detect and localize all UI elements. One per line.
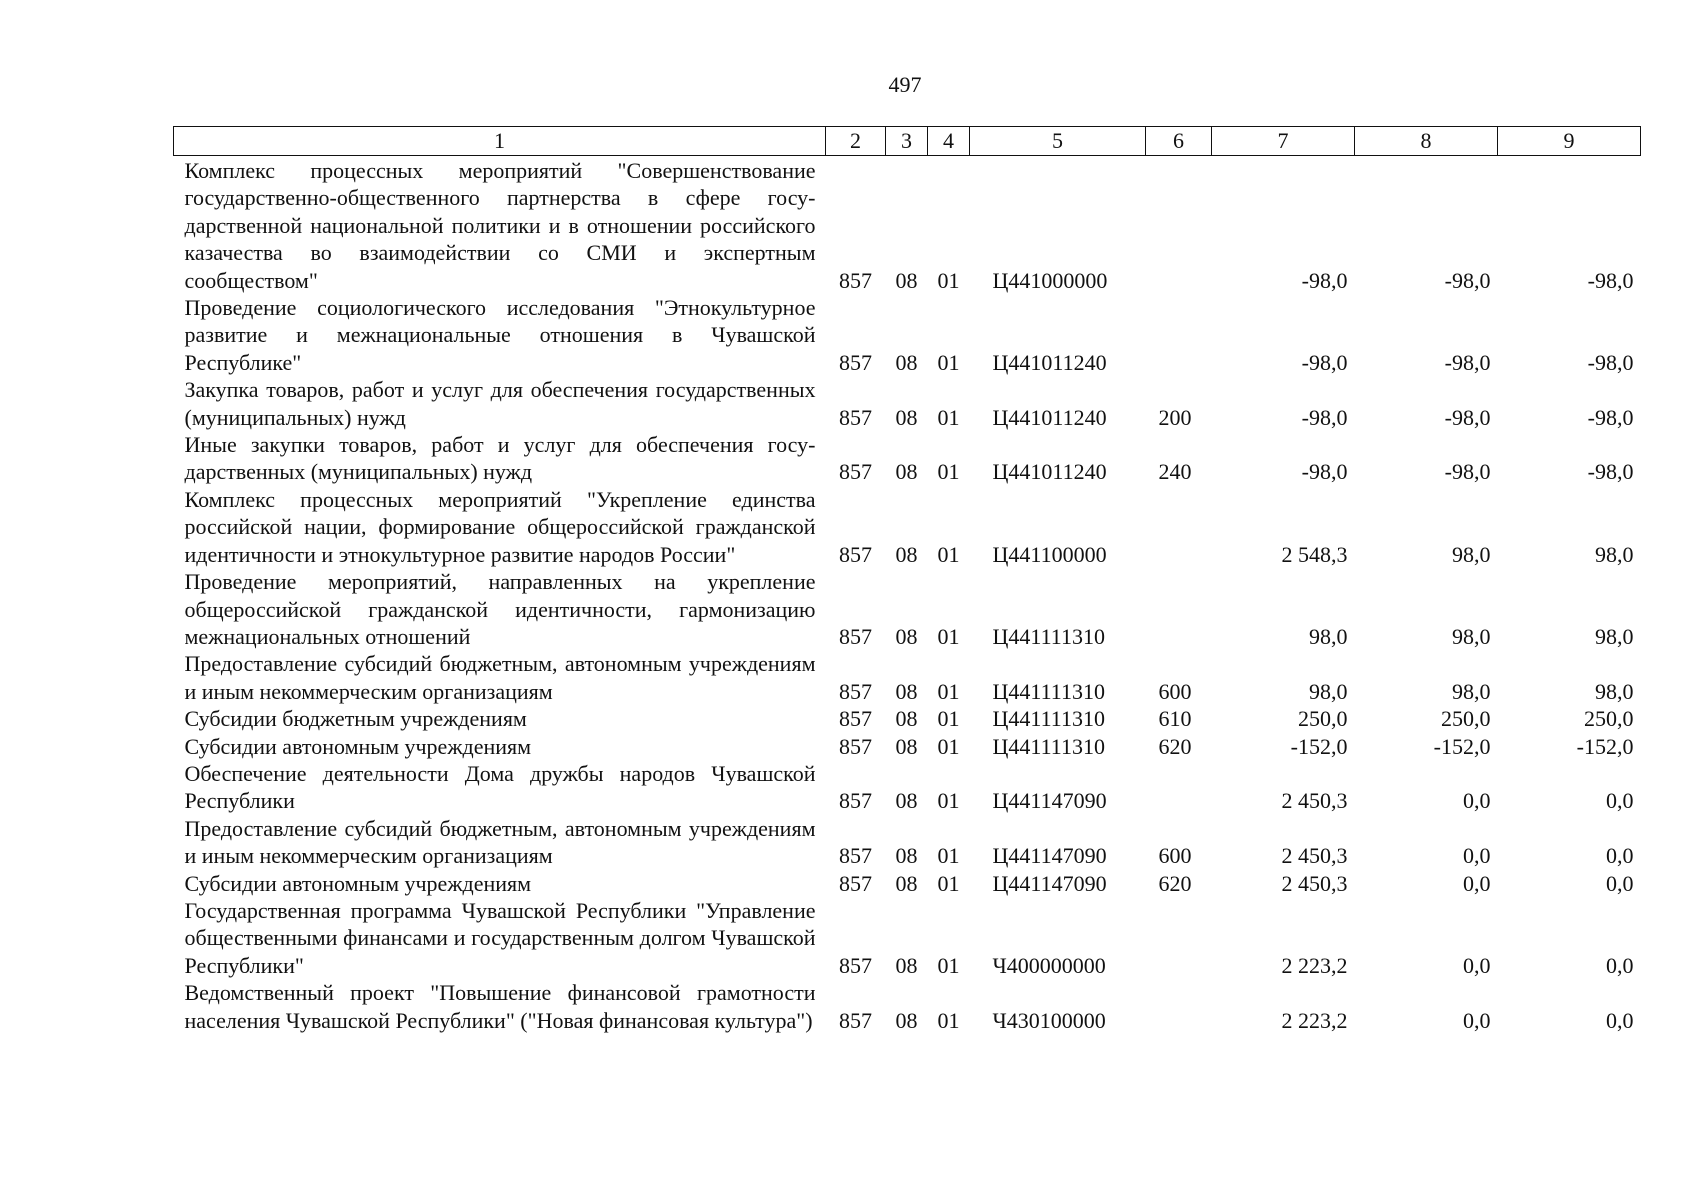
table-row xyxy=(174,815,1641,870)
header-row xyxy=(174,127,1641,156)
table-row xyxy=(174,431,1641,486)
ministry-code-cell: 857 xyxy=(839,1007,872,1033)
amount-col-9-cell: 98,0 xyxy=(1595,678,1634,704)
amount-col-7-cell: -152,0 xyxy=(1290,733,1348,759)
header-col-4: 4 xyxy=(928,127,970,156)
header-col-1: 1 xyxy=(174,127,826,156)
ministry-code-cell: 857 xyxy=(839,706,872,732)
table-row xyxy=(174,376,1641,431)
amount-col-9-cell: 0,0 xyxy=(1606,788,1634,814)
amount-col-7-cell: 250,0 xyxy=(1298,706,1348,732)
expense-type-code-cell: 620 xyxy=(1158,733,1192,759)
amount-col-7-cell: 2 450,3 xyxy=(1281,788,1348,814)
row-name-cell: Субсидии автономным учреждениям xyxy=(184,733,532,759)
amount-col-7-cell: -98,0 xyxy=(1301,404,1348,430)
target-item-code-cell: Ц441011240 xyxy=(992,349,1107,375)
amount-col-8-cell: 250,0 xyxy=(1441,706,1491,732)
amount-col-9-cell: -98,0 xyxy=(1587,404,1634,430)
amount-col-8-cell: 98,0 xyxy=(1452,678,1491,704)
section-code-cell: 08 xyxy=(895,623,918,649)
amount-col-7-cell: 98,0 xyxy=(1309,623,1348,649)
header-col-3: 3 xyxy=(886,127,928,156)
table-row xyxy=(174,568,1641,650)
amount-col-7-cell: -98,0 xyxy=(1301,267,1348,293)
ministry-code-cell: 857 xyxy=(839,541,872,567)
header-col-9: 9 xyxy=(1498,127,1641,156)
section-code-cell: 08 xyxy=(895,404,918,430)
row-name-cell: Комплекс процессных мероприятий "Укрепление единства российской нации, формирование общероссийской гражданской идентичности и этнокультурное развитие народов России" xyxy=(184,486,816,567)
table-row xyxy=(174,156,1641,295)
expense-type-code-cell xyxy=(1146,294,1212,376)
target-item-code-cell: Ц441147090 xyxy=(992,843,1107,869)
row-name-cell: Ведомственный проект "Повышение финансовой грамотности населения Чувашской Республики" ("Новая финансовая культура") xyxy=(184,980,816,1033)
amount-col-7-cell: -98,0 xyxy=(1301,459,1348,485)
expense-type-code-cell xyxy=(1146,979,1212,1034)
amount-col-7-cell: 2 450,3 xyxy=(1281,843,1348,869)
amount-col-9-cell: 250,0 xyxy=(1584,706,1634,732)
amount-col-8-cell: 98,0 xyxy=(1452,623,1491,649)
budget-table xyxy=(173,126,1641,1034)
subsection-code-cell: 01 xyxy=(937,349,960,375)
table-row xyxy=(174,760,1641,815)
row-name-cell: Проведение социологического исследования "Этнокультурное развитие и межнациональные отношения в Чувашской Республике" xyxy=(184,295,816,375)
table-body xyxy=(174,156,1641,1035)
amount-col-8-cell: -98,0 xyxy=(1444,459,1491,485)
subsection-code-cell: 01 xyxy=(937,1007,960,1033)
amount-col-7-cell: 98,0 xyxy=(1309,678,1348,704)
subsection-code-cell: 01 xyxy=(937,267,960,293)
ministry-code-cell: 857 xyxy=(839,843,872,869)
expense-type-code-cell: 240 xyxy=(1158,459,1192,485)
ministry-code-cell: 857 xyxy=(839,404,872,430)
target-item-code-cell: Ч400000000 xyxy=(992,952,1106,978)
table-row xyxy=(174,486,1641,568)
amount-col-9-cell: 98,0 xyxy=(1595,541,1634,567)
row-name-cell: Проведение мероприятий, направленных на укрепление общероссийской гражданской идентичности, гармонизацию межнациональных отношений xyxy=(184,569,816,649)
ministry-code-cell: 857 xyxy=(839,952,872,978)
amount-col-8-cell: -152,0 xyxy=(1433,733,1491,759)
amount-col-9-cell: -152,0 xyxy=(1576,733,1634,759)
subsection-code-cell: 01 xyxy=(937,623,960,649)
expense-type-code-cell: 620 xyxy=(1158,870,1192,896)
target-item-code-cell: Ч430100000 xyxy=(992,1007,1106,1033)
amount-col-7-cell: 2 548,3 xyxy=(1281,541,1348,567)
amount-col-9-cell: 0,0 xyxy=(1606,843,1634,869)
amount-col-9-cell: 0,0 xyxy=(1606,870,1634,896)
ministry-code-cell: 857 xyxy=(839,459,872,485)
row-name-cell: Иные закупки товаров, работ и услуг для обеспечения государственных (муниципальных) нужд xyxy=(184,432,816,485)
section-code-cell: 08 xyxy=(895,541,918,567)
subsection-code-cell: 01 xyxy=(937,706,960,732)
row-name-cell: Субсидии бюджетным учреждениям xyxy=(184,706,527,732)
ministry-code-cell: 857 xyxy=(839,733,872,759)
amount-col-9-cell: -98,0 xyxy=(1587,267,1634,293)
row-name-cell: Обеспечение деятельности Дома дружбы народов Чувашской Республики xyxy=(184,760,816,814)
expense-type-code-cell xyxy=(1146,568,1212,650)
target-item-code-cell: Ц441111310 xyxy=(992,706,1105,732)
amount-col-9-cell: -98,0 xyxy=(1587,349,1634,375)
section-code-cell: 08 xyxy=(895,1007,918,1033)
expense-type-code-cell: 600 xyxy=(1158,678,1192,704)
section-code-cell: 08 xyxy=(895,349,918,375)
target-item-code-cell: Ц441011240 xyxy=(992,459,1107,485)
amount-col-8-cell: 0,0 xyxy=(1463,788,1491,814)
ministry-code-cell: 857 xyxy=(839,349,872,375)
section-code-cell: 08 xyxy=(895,459,918,485)
amount-col-8-cell: -98,0 xyxy=(1444,349,1491,375)
amount-col-9-cell: 0,0 xyxy=(1606,952,1634,978)
expense-type-code-cell xyxy=(1146,897,1212,979)
target-item-code-cell: Ц441147090 xyxy=(992,788,1107,814)
table-row xyxy=(174,870,1641,897)
row-name-cell: Предоставление субсидий бюджетным, автономным учреждениям и иным некоммерческим организациям xyxy=(184,651,816,704)
section-code-cell: 08 xyxy=(895,870,918,896)
amount-col-9-cell: -98,0 xyxy=(1587,459,1634,485)
header-col-7: 7 xyxy=(1212,127,1355,156)
section-code-cell: 08 xyxy=(895,678,918,704)
section-code-cell: 08 xyxy=(895,267,918,293)
subsection-code-cell: 01 xyxy=(937,541,960,567)
expense-type-code-cell xyxy=(1146,486,1212,568)
amount-col-8-cell: 0,0 xyxy=(1463,952,1491,978)
table-row xyxy=(174,897,1641,979)
amount-col-7-cell: -98,0 xyxy=(1301,349,1348,375)
amount-col-8-cell: 98,0 xyxy=(1452,541,1491,567)
section-code-cell: 08 xyxy=(895,788,918,814)
header-col-2: 2 xyxy=(826,127,886,156)
subsection-code-cell: 01 xyxy=(937,952,960,978)
subsection-code-cell: 01 xyxy=(937,404,960,430)
subsection-code-cell: 01 xyxy=(937,870,960,896)
row-name-cell: Закупка товаров, работ и услуг для обеспечения государственных (муниципальных) нужд xyxy=(184,377,816,430)
target-item-code-cell: Ц441111310 xyxy=(992,733,1105,759)
row-name-cell: Субсидии автономным учреждениям xyxy=(184,870,532,896)
expense-type-code-cell: 600 xyxy=(1158,843,1192,869)
table-row xyxy=(174,979,1641,1034)
header-col-8: 8 xyxy=(1355,127,1498,156)
target-item-code-cell: Ц441111310 xyxy=(992,678,1105,704)
amount-col-8-cell: -98,0 xyxy=(1444,267,1491,293)
expense-type-code-cell xyxy=(1146,156,1212,295)
amount-col-7-cell: 2 223,2 xyxy=(1281,952,1348,978)
subsection-code-cell: 01 xyxy=(937,459,960,485)
section-code-cell: 08 xyxy=(895,843,918,869)
subsection-code-cell: 01 xyxy=(937,788,960,814)
page-number: 497 xyxy=(888,72,922,97)
expense-type-code-cell xyxy=(1146,760,1212,815)
ministry-code-cell: 857 xyxy=(839,678,872,704)
amount-col-9-cell: 98,0 xyxy=(1595,623,1634,649)
amount-col-8-cell: -98,0 xyxy=(1444,404,1491,430)
expense-type-code-cell: 610 xyxy=(1158,706,1192,732)
header-col-6: 6 xyxy=(1146,127,1212,156)
amount-col-7-cell: 2 223,2 xyxy=(1281,1007,1348,1033)
amount-col-8-cell: 0,0 xyxy=(1463,843,1491,869)
table-row xyxy=(174,705,1641,732)
row-name-cell: Государственная программа Чувашской Республики "Управление общественными финансами и государственным долгом Чувашской Республики" xyxy=(184,897,816,978)
ministry-code-cell: 857 xyxy=(839,267,872,293)
amount-col-9-cell: 0,0 xyxy=(1606,1007,1634,1033)
ministry-code-cell: 857 xyxy=(839,623,872,649)
table-row xyxy=(174,294,1641,376)
row-name-cell: Комплекс процессных мероприятий "Совершенствование государственно-общественного партнерства в сфере государственной национальной политики и в отношении российского казачества во взаимодействии со СМИ и экспертным сообществом" xyxy=(184,158,816,293)
ministry-code-cell: 857 xyxy=(839,870,872,896)
subsection-code-cell: 01 xyxy=(937,843,960,869)
amount-col-8-cell: 0,0 xyxy=(1463,870,1491,896)
section-code-cell: 08 xyxy=(895,733,918,759)
section-code-cell: 08 xyxy=(895,706,918,732)
amount-col-8-cell: 0,0 xyxy=(1463,1007,1491,1033)
target-item-code-cell: Ц441000000 xyxy=(992,267,1108,293)
target-item-code-cell: Ц441011240 xyxy=(992,404,1107,430)
amount-col-7-cell: 2 450,3 xyxy=(1281,870,1348,896)
target-item-code-cell: Ц441111310 xyxy=(992,623,1105,649)
ministry-code-cell: 857 xyxy=(839,788,872,814)
table-row xyxy=(174,733,1641,760)
subsection-code-cell: 01 xyxy=(937,733,960,759)
section-code-cell: 08 xyxy=(895,952,918,978)
row-name-cell: Предоставление субсидий бюджетным, автономным учреждениям и иным некоммерческим организациям xyxy=(184,815,816,869)
target-item-code-cell: Ц441147090 xyxy=(992,870,1107,896)
target-item-code-cell: Ц441100000 xyxy=(992,541,1107,567)
table-header xyxy=(174,127,1641,156)
expense-type-code-cell: 200 xyxy=(1158,404,1192,430)
subsection-code-cell: 01 xyxy=(937,678,960,704)
table-row xyxy=(174,650,1641,705)
header-col-5: 5 xyxy=(970,127,1146,156)
